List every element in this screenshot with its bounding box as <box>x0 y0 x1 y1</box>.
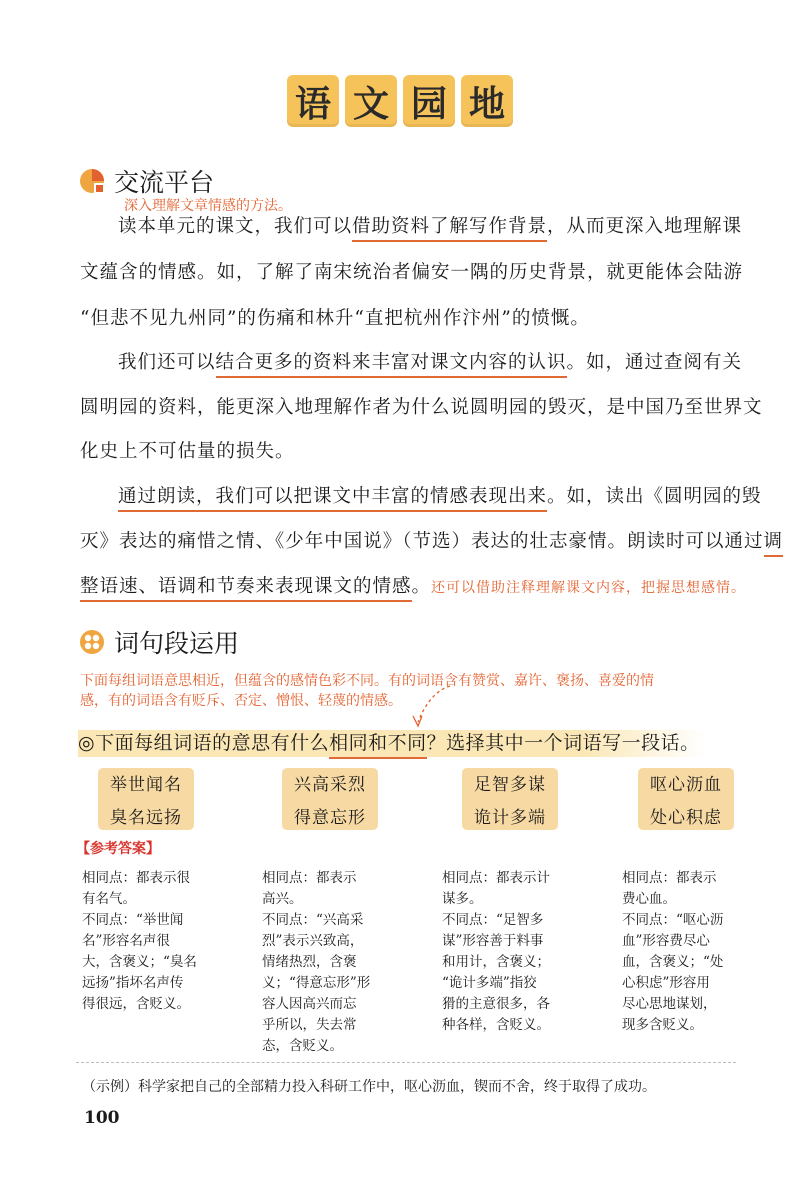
word-group-3 <box>462 768 558 830</box>
note-method: 深入理解文章情感的方法。 <box>124 198 292 214</box>
section2-heading-text: 词句段运用 <box>114 629 240 658</box>
p1-line3: “但悲不见九州同”的伤痛和林升“直把杭州作汴州”的愤慨。 <box>80 308 590 329</box>
title-char-1: 语 <box>287 75 339 127</box>
p3-line2: 灭》表达的痛惜之情、《少年中国说》（节选）表达的壮志豪情。朗读时可以通过调 <box>80 533 783 552</box>
section-heading-communication <box>78 163 214 199</box>
word-3a: 足智多谋 <box>474 775 546 795</box>
dashed-arrow <box>400 682 460 732</box>
page-number: 100 <box>84 1108 120 1128</box>
p2-line2: 圆明园的资料，能更深入地理解作者为什么说圆明园的毁灭，是中国乃至世界文 <box>80 397 763 418</box>
word-4a: 呕心沥血 <box>650 775 722 795</box>
task-prompt: ◎下面每组词语的意思有什么相同和不同？选择其中一个词语写一段话。 <box>78 730 706 757</box>
p3-line3: 整语速、语调和节奏来表现课文的情感。还可以借助注释理解课文内容，把握思想感情。 <box>80 578 746 597</box>
reference-answer-label: 【参考答案】 <box>76 841 160 857</box>
pie-icon <box>78 167 106 195</box>
answer-group-4: 相同点：都表示 费心血。 不同点：“呕心沥 血”形容费尽心 血，含褒义；“处 心积虑”形容用 尽心思地谋划， 现多含贬义。 <box>622 870 724 1033</box>
title-char-3: 园 <box>403 75 455 127</box>
word-4b: 处心积虑 <box>650 808 722 828</box>
word-1a: 举世闻名 <box>110 775 182 795</box>
p1-line1: 读本单元的课文，我们可以借助资料了解写作背景，从而更深入地理解课 <box>118 218 742 237</box>
word-3b: 诡计多端 <box>474 808 546 828</box>
word-group-1 <box>98 768 194 830</box>
p3-line1: 通过朗读，我们可以把课文中丰富的情感表现出来。如，读出《圆明园的毁 <box>118 488 762 507</box>
page-title <box>0 75 800 133</box>
title-char-4: 地 <box>461 75 513 127</box>
p2-line3: 化史上不可估量的损失。 <box>80 441 295 462</box>
note-word-color-l1: 下面每组词语意思相近，但蕴含的感情色彩不同。有的词语含有赞赏、嘉许、褒扬、喜爱的情 <box>80 673 654 689</box>
example-sentence: （示例）科学家把自己的全部精力投入科研工作中，呕心沥血，锲而不舍，终于取得了成功。 <box>82 1079 656 1095</box>
note-annotation: 还可以借助注释理解课文内容，把握思想感情。 <box>431 580 747 596</box>
p2-line1: 我们还可以结合更多的资料来丰富对课文内容的认识。如，通过查阅有关 <box>118 354 742 373</box>
answer-group-3: 相同点：都表示计 谋多。 不同点：“足智多 谋”形容善于料事 和用计，含褒义； “诡计多端”指狡 猾的主意很多，各 种各样，含贬义。 <box>442 870 550 1033</box>
word-group-2 <box>282 768 378 830</box>
p1-line2: 文蕴含的情感。如，了解了南宋统治者偏安一隅的历史背景，就更能体会陆游 <box>80 262 744 283</box>
word-2a: 兴高采烈 <box>294 775 366 795</box>
word-1b: 臭名远扬 <box>110 808 182 828</box>
section1-heading-text: 交流平台 <box>114 168 215 197</box>
answer-group-2: 相同点：都表示 高兴。 不同点：“兴高采 烈”表示兴致高， 情绪热烈，含褒 义；“得意忘形”形 容人因高兴而忘 乎所以，失去常 态，含贬义。 <box>262 870 371 1054</box>
reel-icon <box>78 628 106 656</box>
note-word-color-l2: 感，有的词语含有贬斥、否定、憎恨、轻蔑的情感。 <box>80 693 402 709</box>
divider <box>76 1062 736 1063</box>
answer-group-1: 相同点：都表示很 有名气。 不同点：“举世闻 名”形容名声很 大，含褒义；“臭名 远扬”指坏名声传 得很远，含贬义。 <box>82 870 197 1012</box>
word-group-4 <box>638 768 734 830</box>
section-heading-word-use <box>78 624 239 660</box>
title-char-2: 文 <box>345 75 397 127</box>
word-2b: 得意忘形 <box>294 808 366 828</box>
